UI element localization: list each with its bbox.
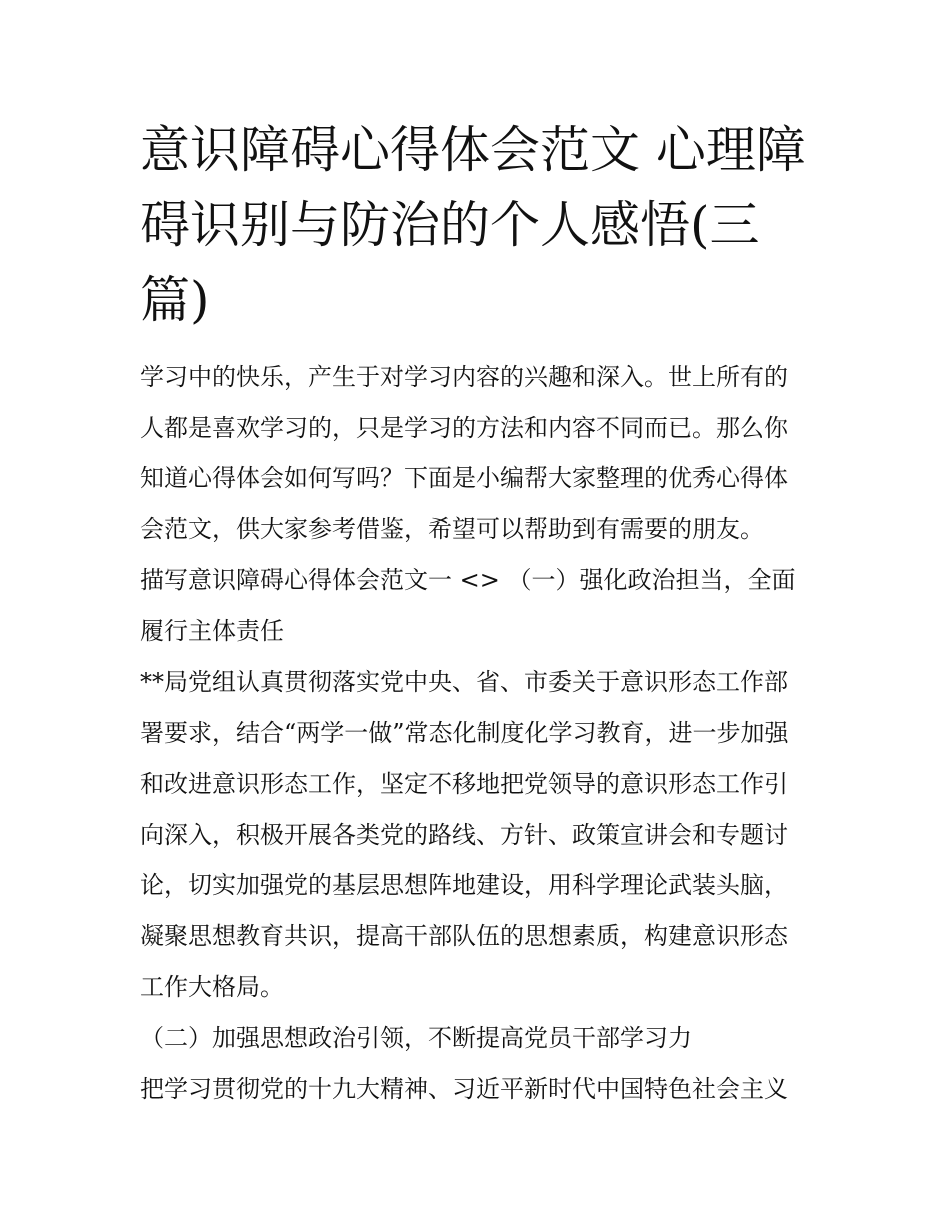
body-line: 学习中的快乐，产生于对学习内容的兴趣和深入。世上所有的 (140, 363, 788, 391)
body-line: 把学习贯彻党的十九大精神、习近平新时代中国特色社会主义 (140, 1075, 788, 1103)
section-heading: 履行主体责任 (140, 617, 284, 645)
title-line: 碍识别与防治的个人感悟(三 (140, 196, 760, 254)
body-line: 会范文，供大家参考借鉴，希望可以帮助到有需要的朋友。 (140, 515, 764, 543)
body-line: 凝聚思想教育共识，提高干部队伍的思想素质，构建意识形态 (140, 922, 788, 950)
section-heading: 描写意识障碍心得体会范文一 <> （一）强化政治担当，全面 (140, 566, 796, 594)
body-line: 向深入，积极开展各类党的路线、方针、政策宣讲会和专题讨 (140, 821, 788, 849)
body-line: 和改进意识形态工作，坚定不移地把党领导的意识形态工作引 (140, 770, 788, 798)
section-heading: （二）加强思想政治引领，不断提高党员干部学习力 (140, 1024, 692, 1052)
body-line: 知道心得体会如何写吗？下面是小编帮大家整理的优秀心得体 (140, 464, 788, 492)
body-line: 署要求，结合“两学一做”常态化制度化学习教育，进一步加强 (140, 719, 789, 747)
body-line: 人都是喜欢学习的，只是学习的方法和内容不同而已。那么你 (140, 414, 788, 442)
document-title (140, 113, 820, 338)
title-line: 篇) (140, 271, 210, 329)
body-line: 论，切实加强党的基层思想阵地建设，用科学理论武装头脑， (140, 871, 788, 899)
body-line: **局党组认真贯彻落实党中央、省、市委关于意识形态工作部 (140, 668, 788, 696)
body-line: 工作大格局。 (140, 973, 284, 1001)
title-line: 意识障碍心得体会范文 心理障 (140, 121, 806, 179)
